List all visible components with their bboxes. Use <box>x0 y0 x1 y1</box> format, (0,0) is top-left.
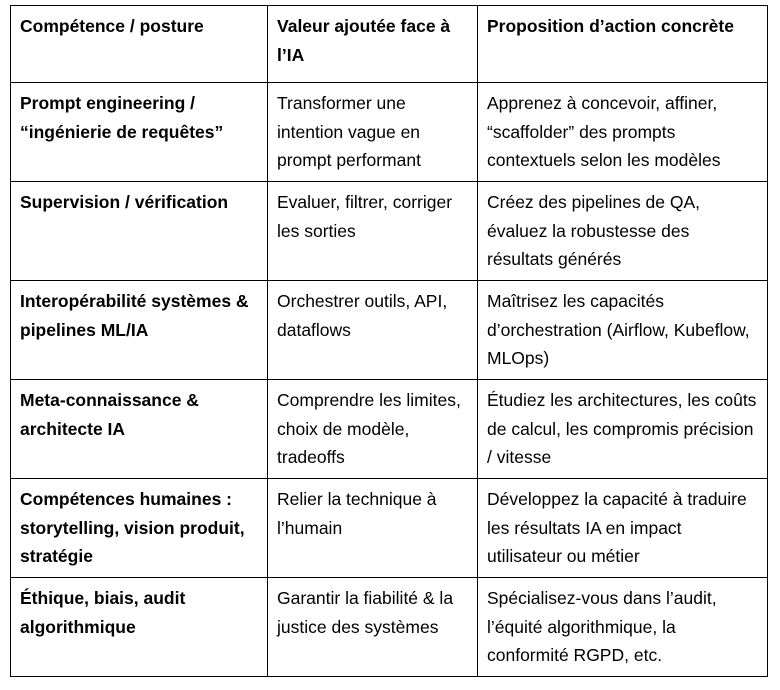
cell-action: Étudiez les architectures, les coûts de calcul, les compromis précision / vitesse <box>478 380 768 479</box>
table-row <box>11 281 768 380</box>
cell-competence: Interopérabilité systèmes & pipelines ML/IA <box>11 281 268 380</box>
header-proposition-action: Proposition d’action concrète <box>478 6 768 83</box>
cell-action: Développez la capacité à traduire les résultats IA en impact utilisateur ou métier <box>478 479 768 578</box>
cell-action: Maîtrisez les capacités d’orchestration (Airflow, Kubeflow, MLOps) <box>478 281 768 380</box>
header-valeur-ajoutee: Valeur ajoutée face à l’IA <box>268 6 478 83</box>
cell-action: Créez des pipelines de QA, évaluez la robustesse des résultats générés <box>478 182 768 281</box>
table-row <box>11 83 768 182</box>
table-row <box>11 182 768 281</box>
cell-valeur: Comprendre les limites, choix de modèle, tradeoffs <box>268 380 478 479</box>
cell-competence: Compétences humaines : storytelling, vision produit, stratégie <box>11 479 268 578</box>
header-competence: Compétence / posture <box>11 6 268 83</box>
cell-action: Spécialisez-vous dans l’audit, l’équité algorithmique, la conformité RGPD, etc. <box>478 578 768 677</box>
cell-valeur: Garantir la fiabilité & la justice des systèmes <box>268 578 478 677</box>
cell-action: Apprenez à concevoir, affiner, “scaffolder” des prompts contextuels selon les modèles <box>478 83 768 182</box>
table-header-row <box>11 6 768 83</box>
cell-valeur: Orchestrer outils, API, dataflows <box>268 281 478 380</box>
table-row <box>11 380 768 479</box>
cell-competence: Meta-connaissance & architecte IA <box>11 380 268 479</box>
cell-valeur: Transformer une intention vague en prompt performant <box>268 83 478 182</box>
cell-valeur: Relier la technique à l’humain <box>268 479 478 578</box>
cell-competence: Éthique, biais, audit algorithmique <box>11 578 268 677</box>
table-row <box>11 578 768 677</box>
cell-valeur: Evaluer, filtrer, corriger les sorties <box>268 182 478 281</box>
cell-competence: Supervision / vérification <box>11 182 268 281</box>
competences-table <box>10 5 768 677</box>
cell-competence: Prompt engineering / “ingénierie de requêtes” <box>11 83 268 182</box>
table-row <box>11 479 768 578</box>
